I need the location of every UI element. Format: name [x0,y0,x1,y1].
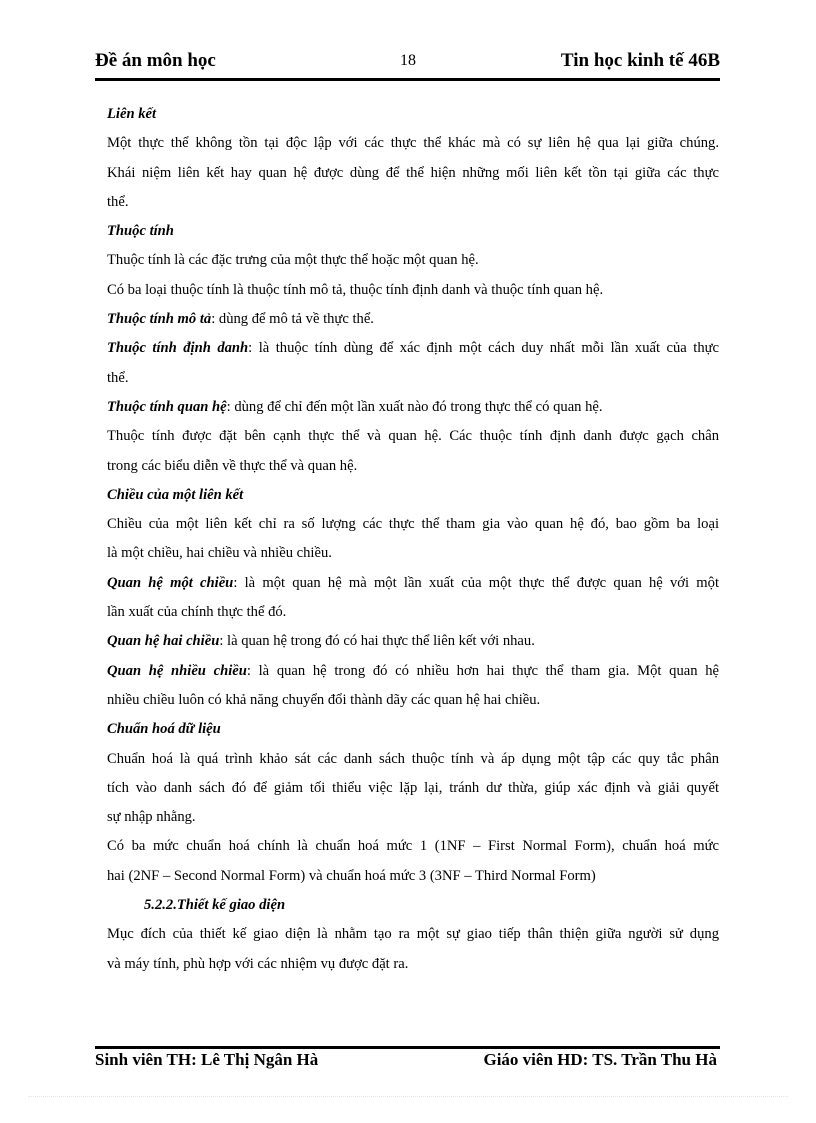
heading-chuan-hoa: Chuẩn hoá dữ liệu [107,721,221,738]
paragraph-line: sự nhập nhằng. [107,809,196,826]
paragraph-line: trong các biểu diễn về thực thể và quan hệ. [107,457,358,474]
term-description: : dùng để chỉ đến một lần xuất nào đó trong thực thể có quan hệ. [226,398,603,415]
paragraph-line: lần xuất của chính thực thể đó. [107,604,287,621]
paragraph-line: là một chiều, hai chiều và nhiều chiều. [107,545,332,562]
term-description: : là thuộc tính dùng để xác định một cách duy nhất mỗi lần xuất của thực [248,340,719,357]
paragraph-line: thể. [107,369,129,386]
definition-nhieu-chieu [107,657,719,686]
paragraph-line: hai (2NF – Second Normal Form) và chuẩn hoá mức 3 (3NF – Third Normal Form) [107,867,596,884]
paragraph-line: nhiều chiều luôn có khả năng chuyển đổi thành dãy các quan hệ hai chiều. [107,691,541,708]
term-description: : là quan hệ trong đó có hai thực thể liên kết với nhau. [219,633,535,650]
footer-student: Sinh viên TH: Lê Thị Ngân Hà [95,1050,319,1069]
term-description: : dùng để mô tả về thực thể. [211,311,374,328]
footer-rule [95,1046,720,1049]
header-rule [95,78,720,81]
definition-hai-chieu [107,627,719,656]
term-label: Thuộc tính định danh [107,340,249,357]
heading-lien-ket: Liên kết [107,106,157,122]
header-class-name: Tin học kinh tế 46B [560,50,720,71]
page-header [95,50,720,80]
term-description: : là quan hệ trong đó có nhiều hơn hai thực thể tham gia. Một quan hệ [246,662,719,679]
paragraph-line: tích vào danh sách đó để giảm tối thiểu việc lặp lại, tránh dư thừa, giúp xác định và giải quyết [107,779,719,796]
paragraph-line: và máy tính, phù hợp với các nhiệm vụ được đặt ra. [107,955,409,972]
term-label: Thuộc tính mô tả [107,311,212,328]
heading-thiet-ke-giao-dien: 5.2.2.Thiết kế giao diện [144,897,286,914]
paragraph-line: Khái niệm liên kết hay quan hệ được dùng để thể hiện những mối liên kết tồn tại giữa các thực [107,164,719,181]
paragraph-line: Có ba loại thuộc tính là thuộc tính mô tả, thuộc tính định danh và thuộc tính quan hệ. [107,281,604,298]
header-course-title: Đề án môn học [95,50,216,71]
definition-quan-he [107,393,719,422]
page-number: 18 [400,52,416,69]
definition-mo-ta [107,305,719,334]
paragraph-line: Chiều của một liên kết chỉ ra số lượng các thực thể tham gia vào quan hệ đó, bao gồm ba loại [107,516,719,533]
term-label: Quan hệ một chiều [107,574,234,591]
document-body [107,100,719,979]
heading-chieu-lien-ket: Chiều của một liên kết [107,486,244,503]
paragraph-line: Có ba mức chuẩn hoá chính là chuẩn hoá mức 1 (1NF – First Normal Form), chuẩn hoá mức [107,838,719,855]
paragraph-line: thể. [107,193,129,210]
definition-dinh-danh [107,334,719,363]
term-description: : là một quan hệ mà một lần xuất của một thực thể được quan hệ với một [233,574,719,591]
term-label: Thuộc tính quan hệ [107,398,227,415]
page-bottom-divider [28,1096,788,1097]
heading-thuoc-tinh: Thuộc tính [107,223,174,240]
paragraph-line: Một thực thể không tồn tại độc lập với các thực thể khác mà có sự liên hệ qua lại giữa chúng. [107,135,719,152]
term-label: Quan hệ hai chiều [107,633,220,650]
paragraph-line: Thuộc tính được đặt bên cạnh thực thể và quan hệ. Các thuộc tính định danh được gạch chân [107,428,719,445]
paragraph-line: Chuẩn hoá là quá trình khảo sát các danh sách thuộc tính và áp dụng một tập các quy tắc phân [107,750,719,767]
definition-mot-chieu [107,569,719,598]
paragraph-line: Thuộc tính là các đặc trưng của một thực thể hoặc một quan hệ. [107,252,479,269]
paragraph-line: Mục đích của thiết kế giao diện là nhằm tạo ra một sự giao tiếp thân thiện giữa người sử dụng [107,926,719,943]
term-label: Quan hệ nhiều chiều [107,662,247,679]
footer-supervisor: Giáo viên HD: TS. Trần Thu Hà [483,1050,717,1069]
